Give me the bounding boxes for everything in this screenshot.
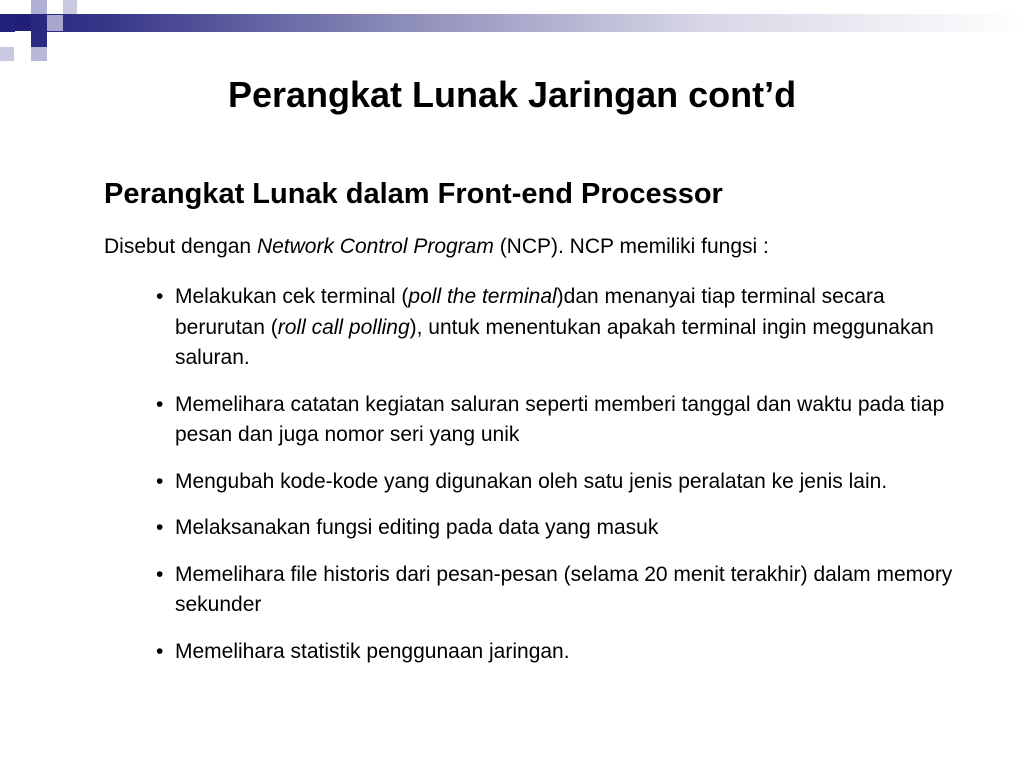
bullet-item <box>156 467 956 498</box>
bullet-text: Memelihara file historis dari pesan-pesan (selama 20 menit terakhir) dalam memory sekunder <box>175 562 953 616</box>
bullet-emphasis: roll call polling <box>277 315 410 339</box>
slide-title: Perangkat Lunak Jaringan cont’d <box>227 74 797 115</box>
bullet-item <box>156 282 956 374</box>
bullet-text: Mengubah kode-kode yang digunakan oleh satu jenis peralatan ke jenis lain. <box>175 469 888 493</box>
decorative-square-icon <box>0 47 14 61</box>
bullet-text: Memelihara statistik penggunaan jaringan. <box>175 639 570 663</box>
intro-text-emphasis: Network Control Program <box>256 235 494 258</box>
decorative-square-icon <box>15 15 31 31</box>
bullet-text: Melaksanakan fungsi editing pada data yang masuk <box>175 516 659 539</box>
decorative-square-icon <box>31 0 47 14</box>
bullet-item <box>156 637 956 668</box>
intro-text <box>104 235 769 259</box>
bullet-item <box>156 390 956 451</box>
decorative-square-icon <box>15 31 31 47</box>
bullet-text: ), untuk menentukan apakah terminal ingin meggunakan saluran. <box>175 315 934 369</box>
bullet-text: )dan menanyai tiap terminal secara berurutan ( <box>175 285 885 339</box>
bullet-text: Melakukan cek terminal ( <box>175 285 409 308</box>
section-subtitle: Perangkat Lunak dalam Front-end Processor <box>104 178 723 210</box>
decorative-gradient-bar <box>0 14 1024 32</box>
bullet-item <box>156 560 956 621</box>
bullet-text: Memelihara catatan kegiatan saluran seperti memberi tanggal dan waktu pada tiap pesan dan juga nomor seri yang unik <box>175 392 945 446</box>
intro-text-post: (NCP). NCP memiliki fungsi : <box>493 235 769 258</box>
function-bullet-list <box>156 282 956 683</box>
intro-text-pre: Disebut dengan <box>104 235 257 258</box>
decorative-square-icon <box>31 31 47 47</box>
bullet-item <box>156 513 956 544</box>
decorative-square-icon <box>47 15 63 31</box>
decorative-square-icon <box>31 47 47 61</box>
decorative-square-icon <box>63 0 77 14</box>
bullet-emphasis: poll the terminal <box>408 285 557 308</box>
